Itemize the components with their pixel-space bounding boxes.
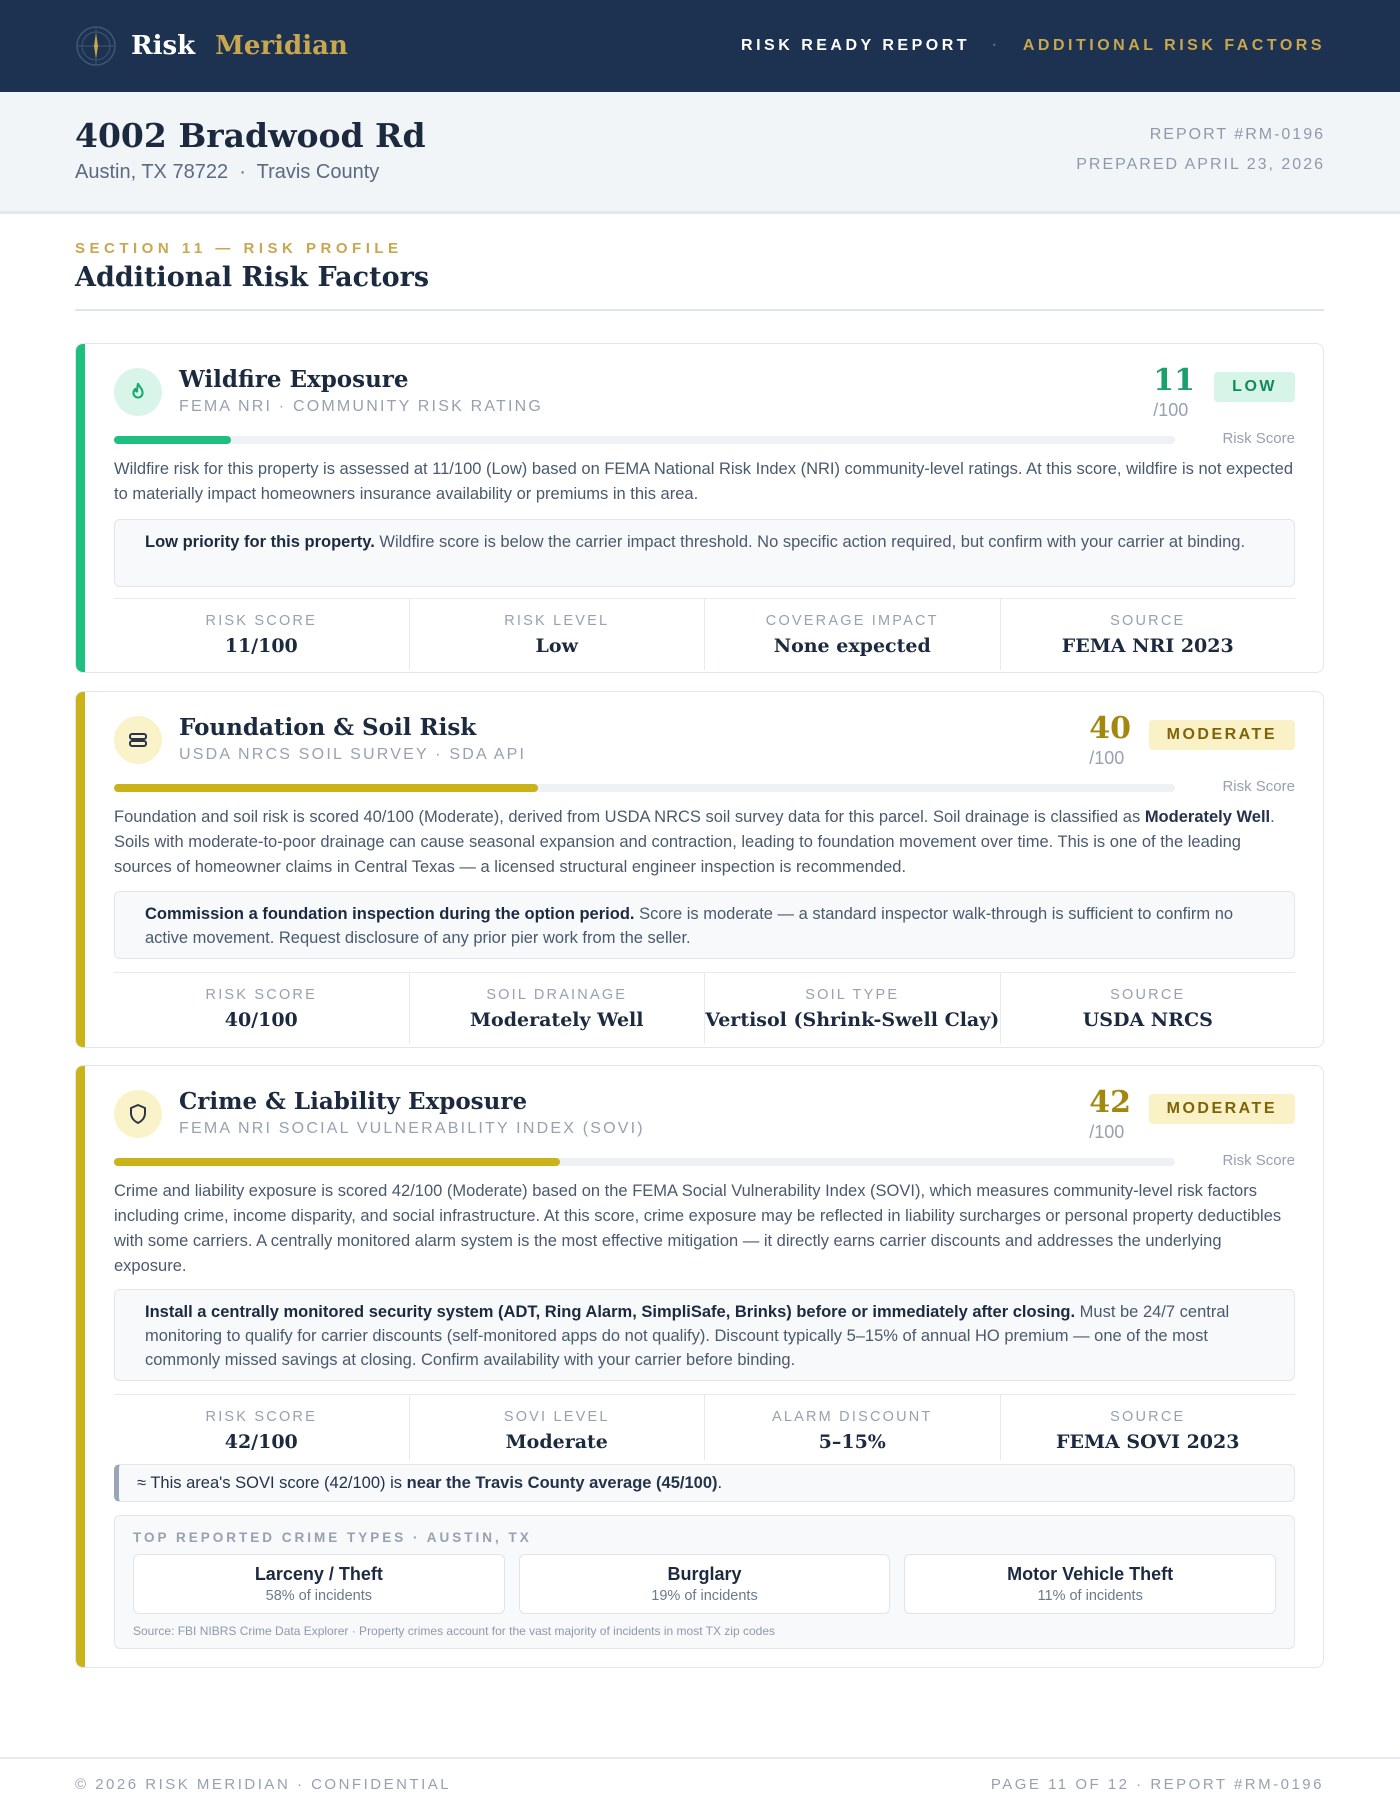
property-header — [0, 92, 1400, 214]
brand-name-risk: Risk — [131, 31, 196, 61]
stat-label: RISK SCORE — [205, 1409, 317, 1425]
section-eyebrow: SECTION 11 — RISK PROFILE — [75, 240, 403, 257]
report-prepared-date: PREPARED APRIL 23, 2026 — [1076, 156, 1325, 173]
crime-types-panel — [114, 1515, 1295, 1649]
score-denominator: /100 — [1153, 400, 1189, 420]
stat-value: 42/100 — [224, 1431, 298, 1453]
crime-tile-larceny — [133, 1554, 505, 1614]
stat-label: ALARM DISCOUNT — [771, 1409, 933, 1425]
card-accent — [76, 344, 85, 672]
crime-liability-card — [75, 1065, 1324, 1668]
property-location — [75, 161, 426, 184]
stat-label: RISK SCORE — [205, 987, 317, 1003]
stat-label: SOURCE — [1110, 987, 1186, 1003]
card-subtitle: FEMA NRI SOCIAL VULNERABILITY INDEX (SOVI) — [179, 1120, 645, 1137]
card-description: Wildfire risk for this property is assessed at 11/100 (Low) based on FEMA National Risk Index (NRI) community-level ratings. At this score, wildfire is not expected to materially impact homeowners insurance availability or premiums in this area. — [114, 460, 1293, 503]
score-bar — [114, 436, 1175, 444]
top-bar — [0, 0, 1400, 92]
crime-tile-burglary — [519, 1554, 891, 1614]
report-meta — [1076, 116, 1325, 211]
stat-risk-score — [114, 1395, 409, 1460]
nav-additional-risk-factors[interactable]: ADDITIONAL RISK FACTORS — [1022, 37, 1325, 54]
risk-badge: LOW — [1214, 372, 1295, 402]
score-display — [1089, 712, 1131, 769]
crime-data-source: Source: FBI NIBRS Crime Data Explorer · Property crimes account for the vast majority of incidents in most TX zip codes — [133, 1624, 776, 1638]
card-accent — [76, 1066, 85, 1667]
card-title: Foundation & Soil Risk — [179, 714, 477, 741]
stat-risk-score — [114, 599, 409, 670]
nav-risk-ready-report[interactable]: RISK READY REPORT — [741, 37, 971, 54]
stat-label: SOIL TYPE — [805, 987, 900, 1003]
property-sep: · — [239, 161, 246, 183]
score-denominator: /100 — [1089, 748, 1125, 768]
stat-label: COVERAGE IMPACT — [765, 613, 939, 629]
top-nav — [741, 37, 1325, 55]
score-number: 40 — [1089, 711, 1131, 746]
crime-tile-vehicle-theft — [904, 1554, 1276, 1614]
score-bar-caption: Risk Score — [1222, 430, 1295, 447]
stat-value: Low — [535, 635, 578, 657]
score-bar-fill — [114, 784, 538, 792]
score-display — [1153, 364, 1195, 421]
stat-value: None expected — [773, 635, 931, 657]
card-description — [114, 805, 1295, 880]
callout-heading: Low priority for this property. — [145, 533, 375, 551]
score-display — [1089, 1086, 1131, 1143]
stat-coverage-impact — [704, 599, 1000, 670]
stat-value: Moderate — [505, 1431, 608, 1453]
nav-separator: · — [992, 37, 1001, 54]
stat-source — [1000, 973, 1296, 1044]
note-highlight: near the Travis County average (45/100) — [406, 1473, 718, 1492]
stat-label: RISK LEVEL — [504, 613, 610, 629]
wildfire-card — [75, 343, 1324, 673]
section-title: Additional Risk Factors — [75, 262, 430, 293]
description-drainage: Moderately Well — [1144, 808, 1271, 826]
stat-value: 40/100 — [224, 1009, 298, 1031]
property-county: Travis County — [256, 161, 380, 183]
stat-risk-level — [409, 599, 705, 670]
stat-label: SOIL DRAINAGE — [486, 987, 628, 1003]
stat-label: SOURCE — [1110, 613, 1186, 629]
callout-text: Must be 24/7 central monitoring to qualify for carrier discounts (self-monitored apps do not qualify). Discount typically 5–15% of annual HO premium — one of the most commonly missed savings at closing. Confirm availability with your carrier before binding. — [145, 1303, 1230, 1369]
property-city: Austin, TX 78722 — [75, 161, 229, 183]
crime-type-share: 11% of incidents — [1037, 1588, 1143, 1604]
note-prefix: ≈ This area's SOVI score (42/100) is — [137, 1473, 403, 1492]
score-number: 11 — [1153, 363, 1195, 398]
crime-type-name: Burglary — [667, 1564, 742, 1584]
card-title: Wildfire Exposure — [179, 366, 409, 393]
stat-value: Vertisol (Shrink-Swell Clay) — [705, 1009, 1000, 1031]
brand-name-meridian: Meridian — [215, 31, 348, 61]
stat-sovi-level — [409, 1395, 705, 1460]
stat-value: FEMA NRI 2023 — [1061, 635, 1234, 657]
stat-label: SOURCE — [1110, 1409, 1186, 1425]
recommendation-callout — [114, 519, 1295, 587]
callout-heading: Install a centrally monitored security system (ADT, Ring Alarm, SimpliSafe, Brinks) before or immediately after closing. — [145, 1303, 1076, 1321]
footer-copyright: © 2026 RISK MERIDIAN · CONFIDENTIAL — [75, 1776, 452, 1793]
score-bar — [114, 784, 1175, 792]
score-bar — [114, 1158, 1175, 1166]
crime-types-heading: TOP REPORTED CRIME TYPES · AUSTIN, TX — [133, 1530, 532, 1545]
property-address: 4002 Bradwood Rd — [75, 116, 426, 155]
brand[interactable] — [75, 25, 348, 67]
compass-icon — [75, 25, 117, 67]
footer-divider — [0, 1757, 1400, 1759]
stat-alarm-discount — [704, 1395, 1000, 1460]
flame-icon — [114, 368, 162, 416]
stat-value: 5–15% — [818, 1431, 886, 1453]
recommendation-callout — [114, 1289, 1295, 1381]
crime-type-name: Larceny / Theft — [254, 1564, 383, 1584]
stat-label: SOVI LEVEL — [503, 1409, 610, 1425]
card-accent — [76, 692, 85, 1047]
crime-type-share: 58% of incidents — [265, 1588, 373, 1604]
card-description: Crime and liability exposure is scored 42/100 (Moderate) based on the FEMA Social Vulnerability Index (SOVI), which measures community-level risk factors including crime, income disparity, and social infrastructure. At this score, crime exposure may be reflected in liability surcharges or personal property deductibles with some carriers. A centrally monitored alarm system is the most effective mitigation — it directly earns carrier discounts and addresses the underlying exposure. — [114, 1182, 1282, 1275]
section-divider — [75, 309, 1324, 311]
stat-source — [1000, 1395, 1296, 1460]
report-number: REPORT #RM-0196 — [1149, 126, 1325, 143]
score-number: 42 — [1089, 1085, 1131, 1120]
sovi-comparison-note — [114, 1464, 1295, 1502]
note-suffix: . — [717, 1473, 723, 1492]
score-bar-caption: Risk Score — [1222, 778, 1295, 795]
soil-layers-icon — [114, 716, 162, 764]
card-subtitle: FEMA NRI · COMMUNITY RISK RATING — [179, 398, 544, 415]
card-title: Crime & Liability Exposure — [179, 1088, 528, 1115]
stats-row — [114, 598, 1295, 670]
crime-type-tiles — [133, 1554, 1276, 1614]
stat-value: Moderately Well — [470, 1009, 644, 1031]
score-denominator: /100 — [1089, 1122, 1125, 1142]
stat-risk-score — [114, 973, 409, 1044]
description-part1: Foundation and soil risk is scored 40/100 (Moderate), derived from USDA NRCS soil survey data for this parcel. Soil drainage is classified as — [114, 808, 1145, 826]
recommendation-callout — [114, 891, 1295, 959]
score-bar-fill — [114, 436, 231, 444]
stat-label: RISK SCORE — [205, 613, 317, 629]
stats-row — [114, 1394, 1295, 1460]
callout-text: Score is moderate — a standard inspector walk-through is sufficient to confirm no active movement. Request disclosure of any prior pier work from the seller. — [145, 905, 1234, 947]
callout-text: Wildfire score is below the carrier impact threshold. No specific action required, but confirm with your carrier at binding. — [374, 533, 1246, 551]
score-bar-fill — [114, 1158, 560, 1166]
foundation-soil-card — [75, 691, 1324, 1048]
stat-value: FEMA SOVI 2023 — [1056, 1431, 1240, 1453]
stat-value: USDA NRCS — [1082, 1009, 1213, 1031]
risk-badge: MODERATE — [1149, 720, 1295, 750]
stat-soil-type — [704, 973, 1000, 1044]
stats-row — [114, 972, 1295, 1044]
stat-source — [1000, 599, 1296, 670]
description-part2: . Soils with moderate-to-poor drainage can cause seasonal expansion and contraction, leading to foundation movement over time. This is one of the leading sources of homeowner claims in Central Texas — a licensed structural engineer inspection is recommended. — [114, 808, 1275, 876]
footer-page-info: PAGE 11 OF 12 · REPORT #RM-0196 — [990, 1776, 1324, 1793]
shield-icon — [114, 1090, 162, 1138]
stat-soil-drainage — [409, 973, 705, 1044]
score-bar-caption: Risk Score — [1222, 1152, 1295, 1169]
crime-type-name: Motor Vehicle Theft — [1007, 1564, 1174, 1584]
crime-type-share: 19% of incidents — [651, 1588, 758, 1604]
callout-heading: Commission a foundation inspection during the option period. — [145, 905, 635, 923]
card-subtitle: USDA NRCS SOIL SURVEY · SDA API — [179, 746, 527, 763]
risk-badge: MODERATE — [1149, 1094, 1295, 1124]
stat-value: 11/100 — [224, 635, 298, 657]
